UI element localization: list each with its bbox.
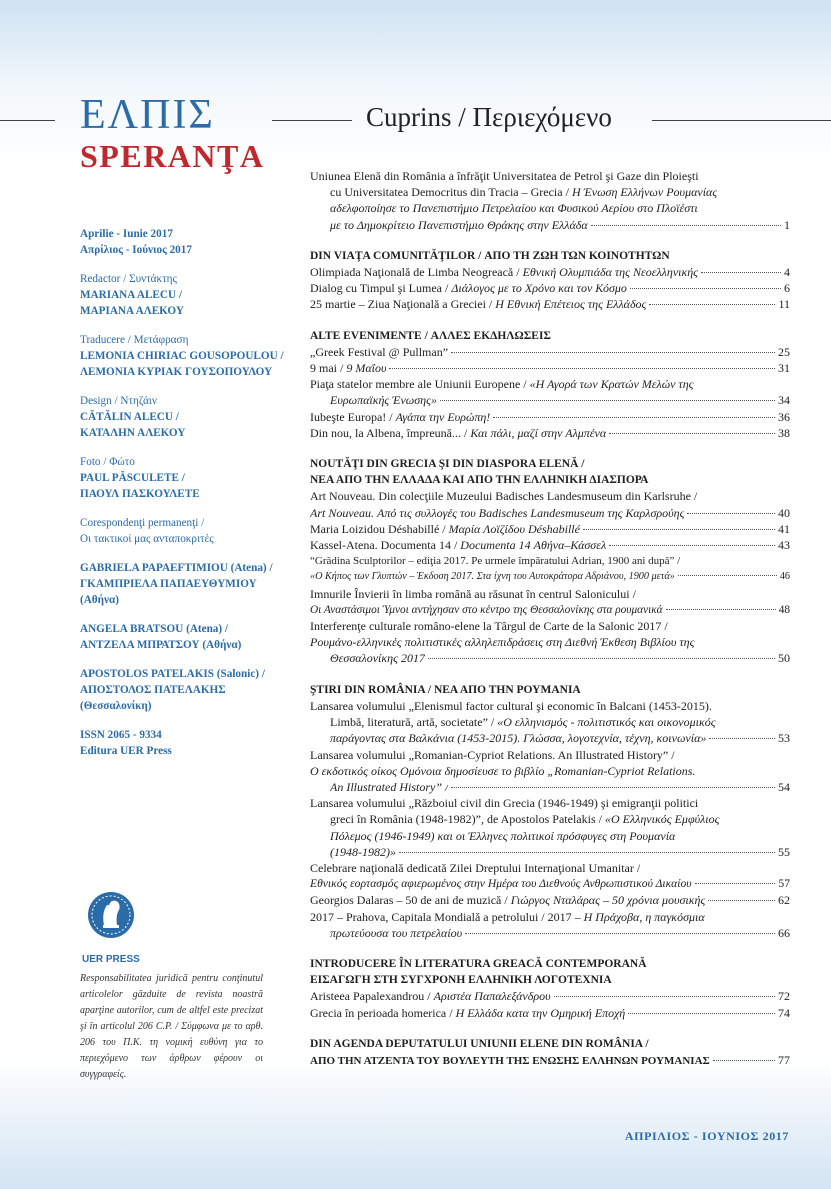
- design-credit: [80, 393, 290, 441]
- page-number: 41: [778, 521, 790, 536]
- page-footer-issue: ΑΠΡΙΛΙΟΣ - ΙΟΥΝΙΟΣ 2017: [624, 1129, 789, 1143]
- section-heading: INTRODUCERE ÎN LITERATURA GREACĂ CONTEMPORANĂ: [310, 957, 647, 970]
- legal-disclaimer: Responsabilitatea juridică pentru conţinutul articolelor găzduite de revista noastră aparţine autorilor, cum de altfel este precizat şi în articolul 206 C.P. / Σύμφωνα με το αρθ. 206 του Π.Κ. τη νομική ευθύνη για το περιεχόμενο των άρθρων φέρουν οι συγγραφείς.: [80, 973, 263, 1080]
- page-number: 25: [778, 344, 790, 359]
- toc-entry[interactable]: Art Nouveau. Din colecţiile Muzeului Badisches Landesmuseum din Karlsruhe / Art Nouveau. Από τις συλλογές του Badisches Landesmuseum της Καρλσρούης 40: [310, 489, 790, 520]
- toc-entry[interactable]: Lansarea volumului „Romanian-Cypriot Relations. An Illustrated History” / Ο εκδοτικός οίκος Ομόνοια δημοσίευσε το βιβλίο „Romanian-Cypriot Relations. An Illustrated History” / 54: [310, 747, 790, 794]
- page-number: 11: [778, 297, 790, 312]
- correspondent-2: [80, 621, 290, 653]
- page-number: 1: [784, 217, 790, 232]
- correspondents-role-gr: Οι τακτικοί μας ανταποκριτές: [80, 533, 214, 545]
- uer-press-logo-icon: [86, 885, 136, 949]
- photo-name-ro: PAUL PĂSCULETE /: [80, 472, 185, 484]
- page-number: 54: [778, 779, 790, 794]
- section-heading: DIN VIAŢA COMUNITĂŢILOR / ΑΠΟ ΤΗ ΖΩΗ ΤΩΝ ΚΟΙΝΟΤΗΤΩΝ: [310, 249, 670, 262]
- masthead-greek-title: ΕΛΠΙΣ: [80, 92, 215, 138]
- translator-name-ro: LEMONIA CHIRIAC GOUSOPOULOU /: [80, 350, 284, 362]
- section-heading-gr: ΑΠΟ ΤΗΝ ΑΤΖΕΝΤΑ ΤΟΥ ΒΟΥΛΕΥΤΗ ΤΗΣ ΕΝΩΣΗΣ ΕΛΛΗΝΩΝ ΡΟΥΜΑΝΙΑΣ: [310, 1054, 710, 1067]
- issn: ISSN 2065 - 9334: [80, 729, 162, 741]
- toc-entry-text: cu Universitatea Democritus din Tracia – Grecia /: [330, 185, 572, 200]
- publication-info: [80, 727, 290, 759]
- toc-entry[interactable]: “Grădina Sculptorilor – ediţia 2017. Pe urmele împăratului Adrian, 1900 ani după” / «Ο Κήπος των Γλυπτών – Έκδοση 2017. Στα ίχνη του Αυτοκράτορα Αδριάνου, 1900 μετά» 46: [310, 553, 790, 585]
- correspondents-role-ro: Corespondenţi permanenţi /: [80, 517, 205, 529]
- heading-rule-right: [652, 120, 831, 121]
- issue-date-gr: Απρίλιος - Ιούνιος 2017: [80, 244, 192, 256]
- toc-entry[interactable]: Interferenţe culturale româno-elene la Târgul de Carte de la Salonic 2017 / Ρουμάνο-ελληνικές πολιτιστικές αλληλεπιδράσεις στη Διεθνή Έκθεση Βιβλίου της Θεσσαλονίκης 2017 50: [310, 619, 790, 666]
- page-number: 36: [778, 409, 790, 424]
- section-heading: DIN AGENDA DEPUTATULUI UNIUNII ELENE DIN ROMÂNIA /: [310, 1037, 649, 1050]
- masthead-romanian-title: SPERANŢA: [80, 138, 265, 174]
- toc-entry[interactable]: Georgios Dalaras – 50 de ani de muzică / Γιώργος Νταλάρας – 50 χρόνια μουσικής 62: [310, 893, 790, 908]
- toc-entry[interactable]: Celebrare naţională dedicată Zilei Dreptului Internaţional Umanitar / Εθνικός εορτασμός αφιερωμένος στην Ημέρα του Διεθνούς Ανθρωπιστικού Δικαίου 57: [310, 860, 790, 892]
- correspondent-1: [80, 560, 290, 608]
- photo-credit: [80, 454, 290, 502]
- page-number: 57: [778, 877, 790, 891]
- masthead-sidebar: [80, 226, 290, 772]
- translator-credit: [80, 332, 290, 380]
- toc-entry[interactable]: Din nou, la Albena, împreună... / Και πάλι, μαζί στην Αλμπένα 38: [310, 425, 790, 440]
- section-heading: ALTE EVENIMENTE / ΑΛΛΕΣ ΕΚΔΗΛΩΣΕΙΣ: [310, 329, 551, 342]
- correspondent-2-gr: ΑΝΤΖΕΛΑ ΜΠΡΑΤΣΟΥ (Αθήνα): [80, 639, 242, 651]
- toc-entry[interactable]: Grecia în perioada homerica / Η Ελλάδα κατα την Ομηρική Εποχή 74: [310, 1005, 790, 1020]
- correspondent-3: [80, 666, 290, 714]
- toc-entry[interactable]: Imnurile Învierii în limba română au răsunat în centrul Salonicului / Οι Αναστάσιμοι Ύμνοι αντήχησαν στο κέντρο της Θεσσαλονίκης στα ρουμανικά 48: [310, 586, 790, 618]
- page-number: 48: [778, 603, 790, 616]
- page-number: 38: [778, 425, 790, 440]
- toc-heading: Cuprins / Περιεχόμενο: [366, 102, 612, 132]
- toc-entry[interactable]: Lansarea volumului „Războiul civil din Grecia (1946-1949) şi emigranţii politici greci în România (1948-1982)”, de Apostolos Patelakis / «Ο Ελληνικός Εμφύλιος Πόλεμος (1946-1949) και οι Έλληνες πολιτικοί πρόσφυγες στη Ρουμανία (1948-1982)» 55: [310, 796, 790, 859]
- publisher: Editura UER Press: [80, 745, 172, 757]
- toc-entry[interactable]: Kassel-Atena. Documenta 14 / Documenta 14 Αθήνα–Κάσσελ 43: [310, 538, 790, 553]
- toc-entry[interactable]: Olimpiada Naţională de Limba Neogreacă / Εθνική Ολυμπιάδα της Νεοελληνικής 4: [310, 265, 790, 280]
- page-number: 62: [778, 893, 790, 908]
- table-of-contents: [310, 168, 790, 1069]
- correspondents-role: [80, 515, 290, 547]
- toc-entry-text-gr: Η Ένωση Ελλήνων Ρουμανίας: [571, 185, 718, 200]
- toc-entry[interactable]: Piaţa statelor membre ale Uniunii Europene / «Η Αγορά των Κρατών Μελών της Ευρωπαϊκής Ένωσης» 34: [310, 377, 790, 408]
- toc-entry[interactable]: Aristeea Papalexandrou / Αριστέα Παπαλεξάνδρου 72: [310, 989, 790, 1004]
- toc-entry[interactable]: 2017 – Prahova, Capitala Mondială a petrolului / 2017 – Η Πράχοβα, η παγκόσμια πρωτεύουσα του πετρελαίου 66: [310, 909, 790, 940]
- editor-name-gr: ΜΑΡΙΑΝΑ ΑΛΕΚΟΥ: [80, 305, 184, 317]
- correspondent-3-location: (Θεσσαλονίκη): [80, 700, 152, 712]
- section-heading-gr: ΝΕΑ ΑΠΟ ΤΗΝ ΕΛΛΑΔΑ ΚΑΙ ΑΠΟ ΤΗΝ ΕΛΛΗΝΙΚΗ ΔΙΑΣΠΟΡΑ: [310, 474, 649, 487]
- design-name-ro: CĂTĂLIN ALECU /: [80, 411, 179, 423]
- editor-credit: [80, 271, 290, 319]
- page-number: 74: [778, 1005, 790, 1020]
- toc-entry[interactable]: 9 mai / 9 Μαΐου 31: [310, 361, 790, 376]
- masthead-rule-left: [0, 120, 55, 121]
- toc-entry-text-gr: αδελφοποίησε το Πανεπιστήμιο Πετρελαίου και Φυσικού Αερίου στο Πλοϊέστι: [330, 201, 698, 216]
- correspondent-2-ro: ANGELA BRATSOU (Atena) /: [80, 623, 229, 635]
- photo-role: Foto / Φώτο: [80, 456, 135, 468]
- page-number: 50: [778, 651, 790, 666]
- toc-entry-text-gr: με το Δημοκρίτειο Πανεπιστήμιο Θράκης στην Ελλάδα: [330, 217, 588, 232]
- page-number: 40: [778, 505, 790, 520]
- toc-entry[interactable]: „Greek Festival @ Pullman” 25: [310, 344, 790, 359]
- page-number: 53: [778, 731, 790, 746]
- section-heading-gr: ΕΙΣΑΓΩΓΗ ΣΤΗ ΣΥΓΧΡΟΝΗ ΕΛΛΗΝΙΚΗ ΛΟΓΟΤΕΧΝΙΑ: [310, 974, 612, 987]
- page-number: 43: [778, 538, 790, 553]
- section-heading: ŞTIRI DIN ROMÂNIA / ΝΕΑ ΑΠΟ ΤΗΝ ΡΟΥΜΑΝΙΑ: [310, 683, 581, 696]
- page-number: 4: [784, 265, 790, 280]
- toc-entry-text: Uniunea Elenă din România a înfrăţit Universitatea de Petrol şi Gaze din Ploieşti: [310, 169, 699, 183]
- page-number: 66: [778, 925, 790, 940]
- section-heading: NOUTĂŢI DIN GRECIA ŞI DIN DIASPORA ELENĂ /: [310, 458, 585, 471]
- correspondent-1-location: (Αθήνα): [80, 594, 119, 606]
- issue-info: [80, 226, 290, 258]
- heading-rule-left: [272, 120, 352, 121]
- toc-lead-entry[interactable]: [310, 168, 790, 233]
- toc-entry[interactable]: Lansarea volumului „Elenismul factor cultural şi economic în Balcani (1453-2015). Limbă, literatură, artă, societate” / «Ο ελληνισμός - πολιτιστικός και οικονομικός παράγοντας στα Βαλκάνια (1453-2015). Γλώσσα, λογοτεχνία, τέχνη, κοινωνία» 53: [310, 698, 790, 746]
- correspondent-3-gr: ΑΠΟΣΤΟΛΟΣ ΠΑΤΕΛΑΚΗΣ: [80, 684, 226, 696]
- toc-entry[interactable]: [310, 1036, 790, 1069]
- design-name-gr: ΚΑΤΑΛΗΝ ΑΛΕΚΟΥ: [80, 427, 186, 439]
- page-number: 31: [778, 361, 790, 376]
- translator-role: Traducere / Μετάφραση: [80, 334, 189, 346]
- toc-entry[interactable]: Iubeşte Europa! / Αγάπα την Ευρώπη! 36: [310, 409, 790, 424]
- toc-entry[interactable]: 25 martie – Ziua Naţională a Greciei / Η Εθνική Επέτειος της Ελλάδος 11: [310, 297, 790, 312]
- correspondent-1-gr: ΓΚΑΜΠΡΙΕΛΑ ΠΑΠΑΕΥΘΥΜΙΟΥ: [80, 578, 257, 590]
- page-number: 34: [778, 393, 790, 408]
- logo-label: UER PRESS: [82, 954, 140, 965]
- editor-role: Redactor / Συντάκτης: [80, 273, 177, 285]
- page-number: 6: [784, 281, 790, 296]
- toc-entry[interactable]: Maria Loizidou Déshabillé / Μαρία Λοϊζίδου Déshabillé 41: [310, 521, 790, 536]
- page-number: 77: [778, 1052, 790, 1067]
- editor-name-ro: MARIANA ALECU /: [80, 289, 182, 301]
- leader-dots: [591, 225, 781, 226]
- translator-name-gr: ΛΕΜΟΝΙΑ ΚΥΡΙΑΚ ΓΟΥΣΟΠΟΥΛΟΥ: [80, 366, 273, 378]
- correspondent-1-ro: GABRIELA PAPAEFTIMIOU (Atena) /: [80, 562, 273, 574]
- toc-entry[interactable]: Dialog cu Timpul şi Lumea / Διάλογος με το Χρόνο και τον Κόσμο 6: [310, 281, 790, 296]
- photo-name-gr: ΠΑΟΥΛ ΠΑΣΚΟΥΛΕΤΕ: [80, 488, 200, 500]
- page-number: 72: [778, 989, 790, 1004]
- page-number: 55: [778, 844, 790, 859]
- page-number: 46: [779, 571, 790, 583]
- design-role: Design / Ντηζάιν: [80, 395, 157, 407]
- issue-date-ro: Aprilie - Iunie 2017: [80, 228, 173, 240]
- correspondent-3-ro: APOSTOLOS PATELAKIS (Salonic) /: [80, 668, 265, 680]
